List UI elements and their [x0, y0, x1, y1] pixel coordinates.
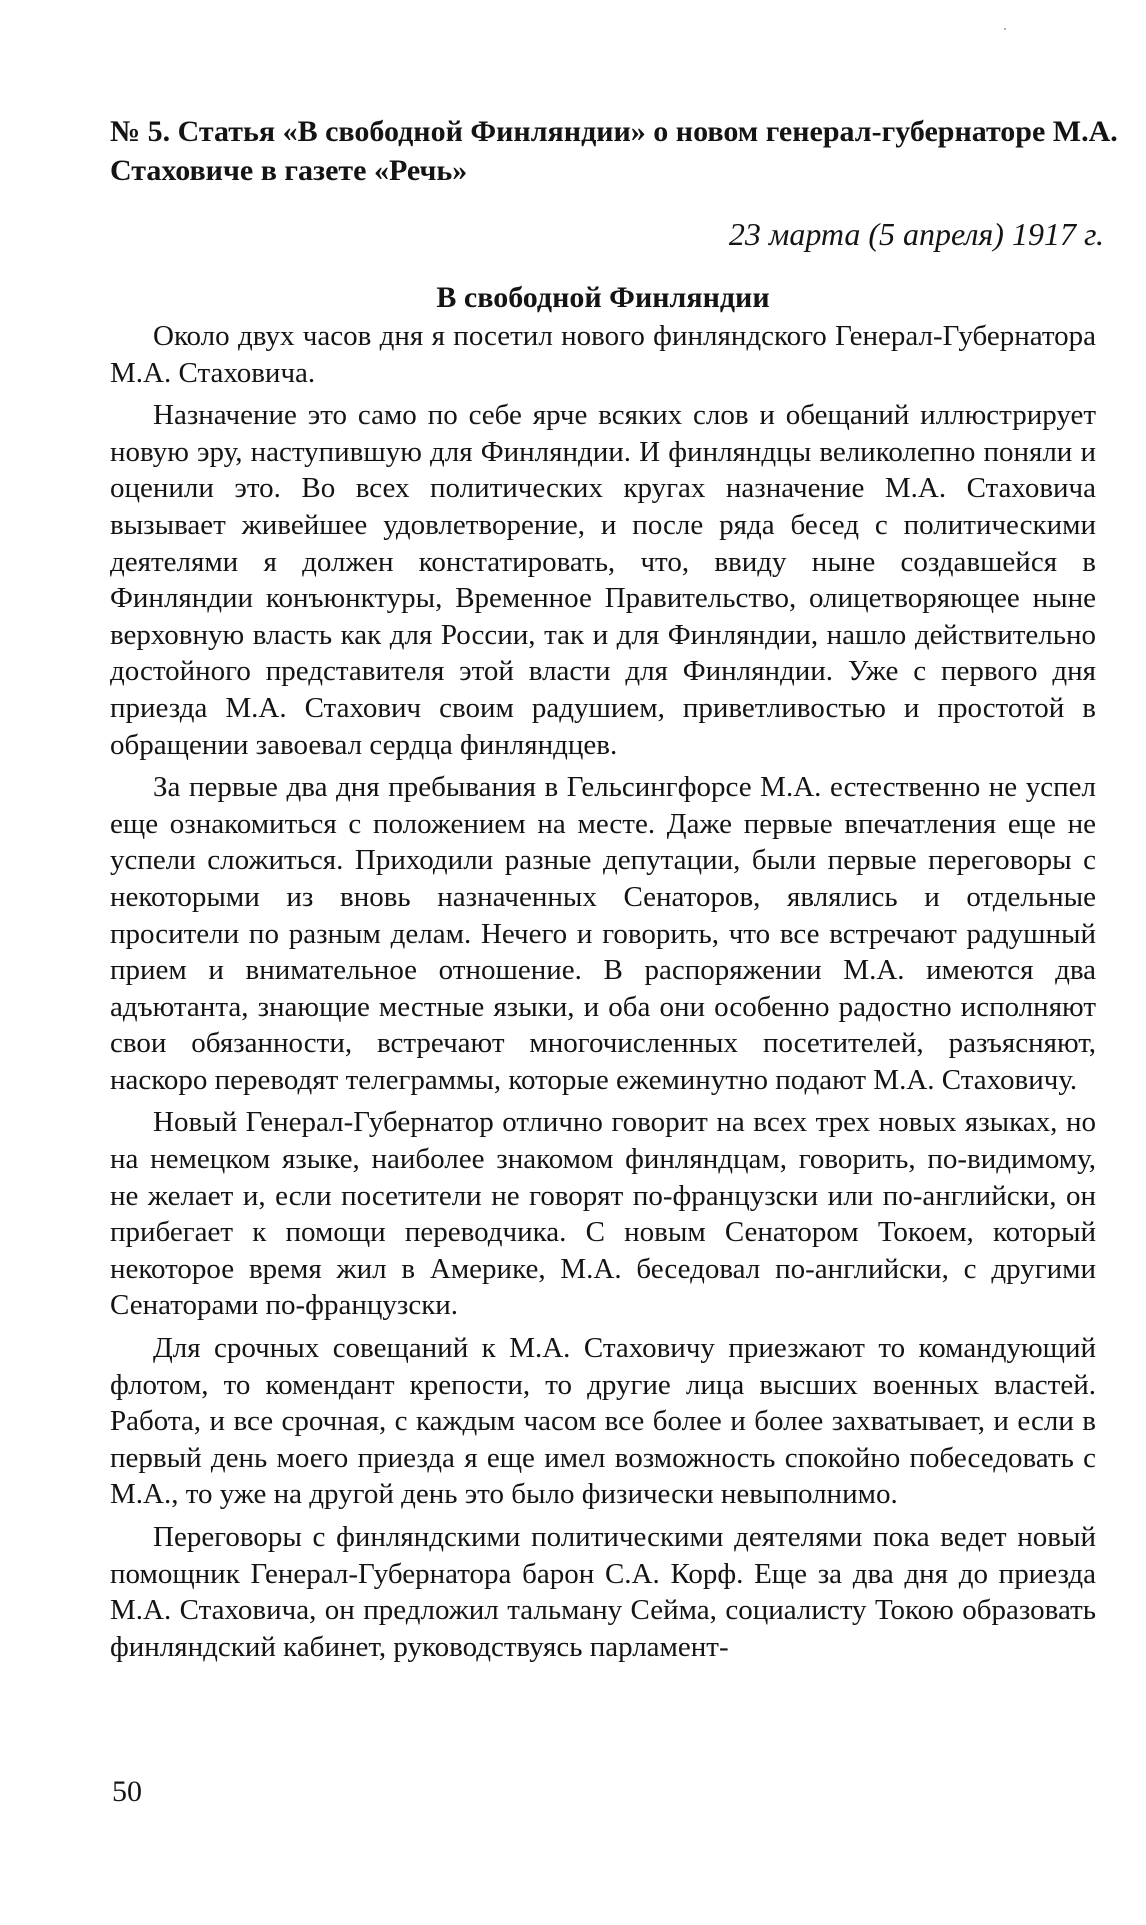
paragraph: Для срочных совещаний к М.А. Стаховичу приезжают то командующий флотом, то комендант крепости, то другие лица высших военных властей. Работа, и все срочная, с каждым часом все более и более захватывает, и если в первый день моего приезда я еще имел возможность спокойно побеседовать с М.А., то уже на другой день это было физически невыполнимо.	[110, 1332, 1096, 1511]
paragraph: Новый Генерал-Губернатор отлично говорит на всех трех новых языках, но на немецком языке, наиболее знакомом финляндцам, говорить, по-видимому, не желает и, если посетители не говорят по-французски или по-английски, он прибегает к помощи переводчика. С новым Сенатором Токоем, который некоторое время жил в Америке, М.А. беседовал по-английски, с другими Сенаторами по-французски.	[110, 1106, 1096, 1322]
paragraph: Около двух часов дня я посетил нового финляндского Генерал-Губернатора М.А. Стаховича.	[110, 320, 1096, 389]
document-date: 23 марта (5 апреля) 1917 г.	[728, 216, 1104, 252]
article-heading: В свободной Финляндии	[436, 281, 770, 314]
paragraph: За первые два дня пребывания в Гельсингфорсе М.А. естественно не успел еще ознакомиться с положением на месте. Даже первые впечатления еще не успели сложиться. Приходили разные депутации, были первые переговоры с некоторыми из вновь назначенных Сенаторов, являлись и отдельные просители по разным делам. Нечего и говорить, что все встречают радушный прием и внимательное отношение. В распоряжении М.А. имеются два адъютанта, знающие местные языки, и оба они особенно радостно исполняют свои обязанности, встречают многочисленных посетителей, разъясняют, наскоро переводят телеграммы, которые ежеминутно подают М.А. Стаховичу.	[110, 771, 1096, 1096]
scan-speck	[1004, 28, 1006, 30]
document-title: № 5. Статья «В свободной Финляндии» о новом генерал-губернаторе М.А. Стаховиче в газете «Речь»	[110, 115, 1118, 187]
paragraph: Переговоры с финляндскими политическими деятелями пока ведет новый помощник Генерал-Губернатора барон С.А. Корф. Еще за два дня до приезда М.А. Стаховича, он предложил тальману Сейма, социалисту Токою образовать финляндский кабинет, руководствуясь парламент-	[110, 1521, 1096, 1663]
article-body	[110, 318, 1096, 1671]
page-number: 50	[112, 1775, 142, 1808]
paragraph: Назначение это само по себе ярче всяких слов и обещаний иллюстрирует новую эру, наступившую для Финляндии. И финляндцы великолепно поняли и оценили это. Во всех политических кругах назначение М.А. Стаховича вызывает живейшее удовлетворение, и после ряда бесед с политическими деятелями я должен констатировать, что, ввиду ныне создавшейся в Финляндии конъюнктуры, Временное Правительство, олицетворяющее ныне верховную власть как для России, так и для Финляндии, нашло действительно достойного представителя этой власти для Финляндии. Уже с первого дня приезда М.А. Стахович своим радушием, приветливостью и простотой в обращении завоевал сердца финляндцев.	[110, 399, 1096, 761]
